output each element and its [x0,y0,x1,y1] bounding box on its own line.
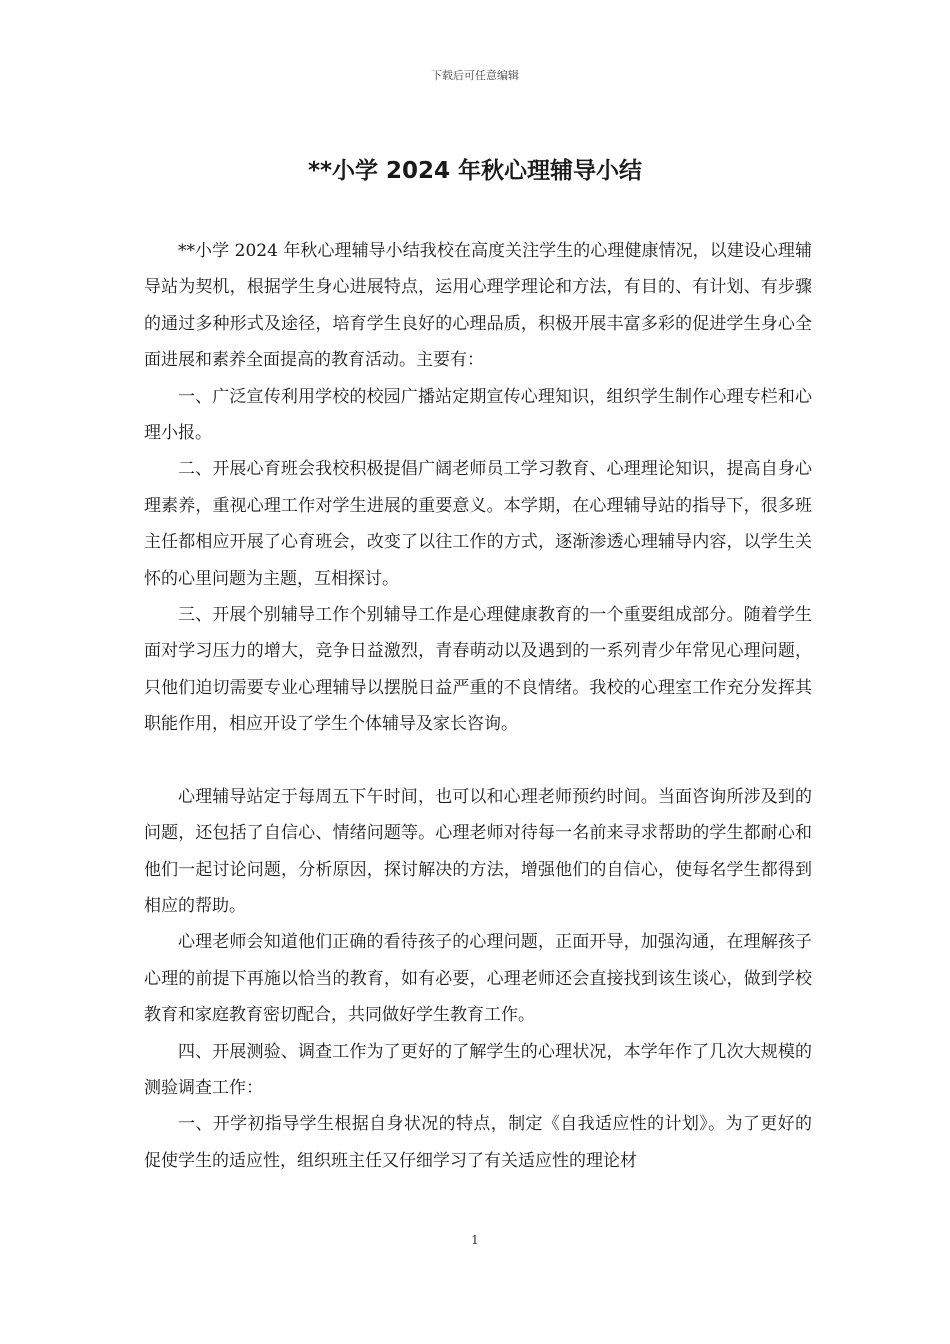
paragraph-item-4: 四、开展测验、调查工作为了更好的了解学生的心理状况，本学年作了几次大规模的测验调查工作： [144,1041,812,1098]
page-header-note: 下载后可任意编辑 [431,69,519,82]
paragraph-item-1: 一、广泛宣传利用学校的校园广播站定期宣传心理知识，组织学生制作心理专栏和心理小报。 [144,386,812,444]
document-body [144,233,812,1179]
paragraph-teacher-guidance: 心理老师会知道他们正确的看待孩子的心理问题，正面开导，加强沟通，在理解孩子心理的前提下再施以恰当的教育，如有必要，心理老师还会直接找到该生谈心，做到学校教育和家庭教育密切配合，共同做好学生教育工作。 [144,932,812,1026]
paragraph-item-2: 二、开展心育班会我校积极提倡广阔老师员工学习教育、心理理论知识，提高自身心理素养，重视心理工作对学生进展的重要意义。本学期，在心理辅导站的指导下，很多班主任都相应开展了心育班会，改变了以往工作的方式，逐渐渗透心理辅导内容，以学生关怀的心里问题为主题，互相探讨。 [144,459,812,589]
paragraph-sub-item-1: 一、开学初指导学生根据自身状况的特点，制定《自我适应性的计划》。为了更好的促使学生的适应性，组织班主任又仔细学习了有关适应性的理论材 [144,1114,812,1171]
paragraph-intro: **小学 2024 年秋心理辅导小结我校在高度关注学生的心理健康情况，以建设心理辅导站为契机，根据学生身心进展特点，运用心理学理论和方法，有目的、有计划、有步骤的通过多种形式及途径，培育学生良好的心理品质，积极开展丰富多彩的促进学生身心全面进展和素养全面提高的教育活动。主要有： [144,241,812,371]
document-title: **小学 2024 年秋心理辅导小结 [307,158,643,184]
paragraph-item-3: 三、开展个别辅导工作个别辅导工作是心理健康教育的一个重要组成部分。随着学生面对学习压力的增大，竞争日益激烈，青春萌动以及遇到的一系列青少年常见心理问题，只他们迫切需要专业心理辅导以摆脱日益严重的不良情绪。我校的心理室工作充分发挥其职能作用，相应开设了学生个体辅导及家长咨询。 [144,605,812,735]
paragraph-counseling-hours: 心理辅导站定于每周五下午时间，也可以和心理老师预约时间。当面咨询所涉及到的问题，还包括了自信心、情绪问题等。心理老师对待每一名前来寻求帮助的学生都耐心和他们一起讨论问题，分析原因，探讨解决的方法，增强他们的自信心，使每名学生都得到相应的帮助。 [144,786,812,916]
page-number: 1 [471,1233,479,1247]
